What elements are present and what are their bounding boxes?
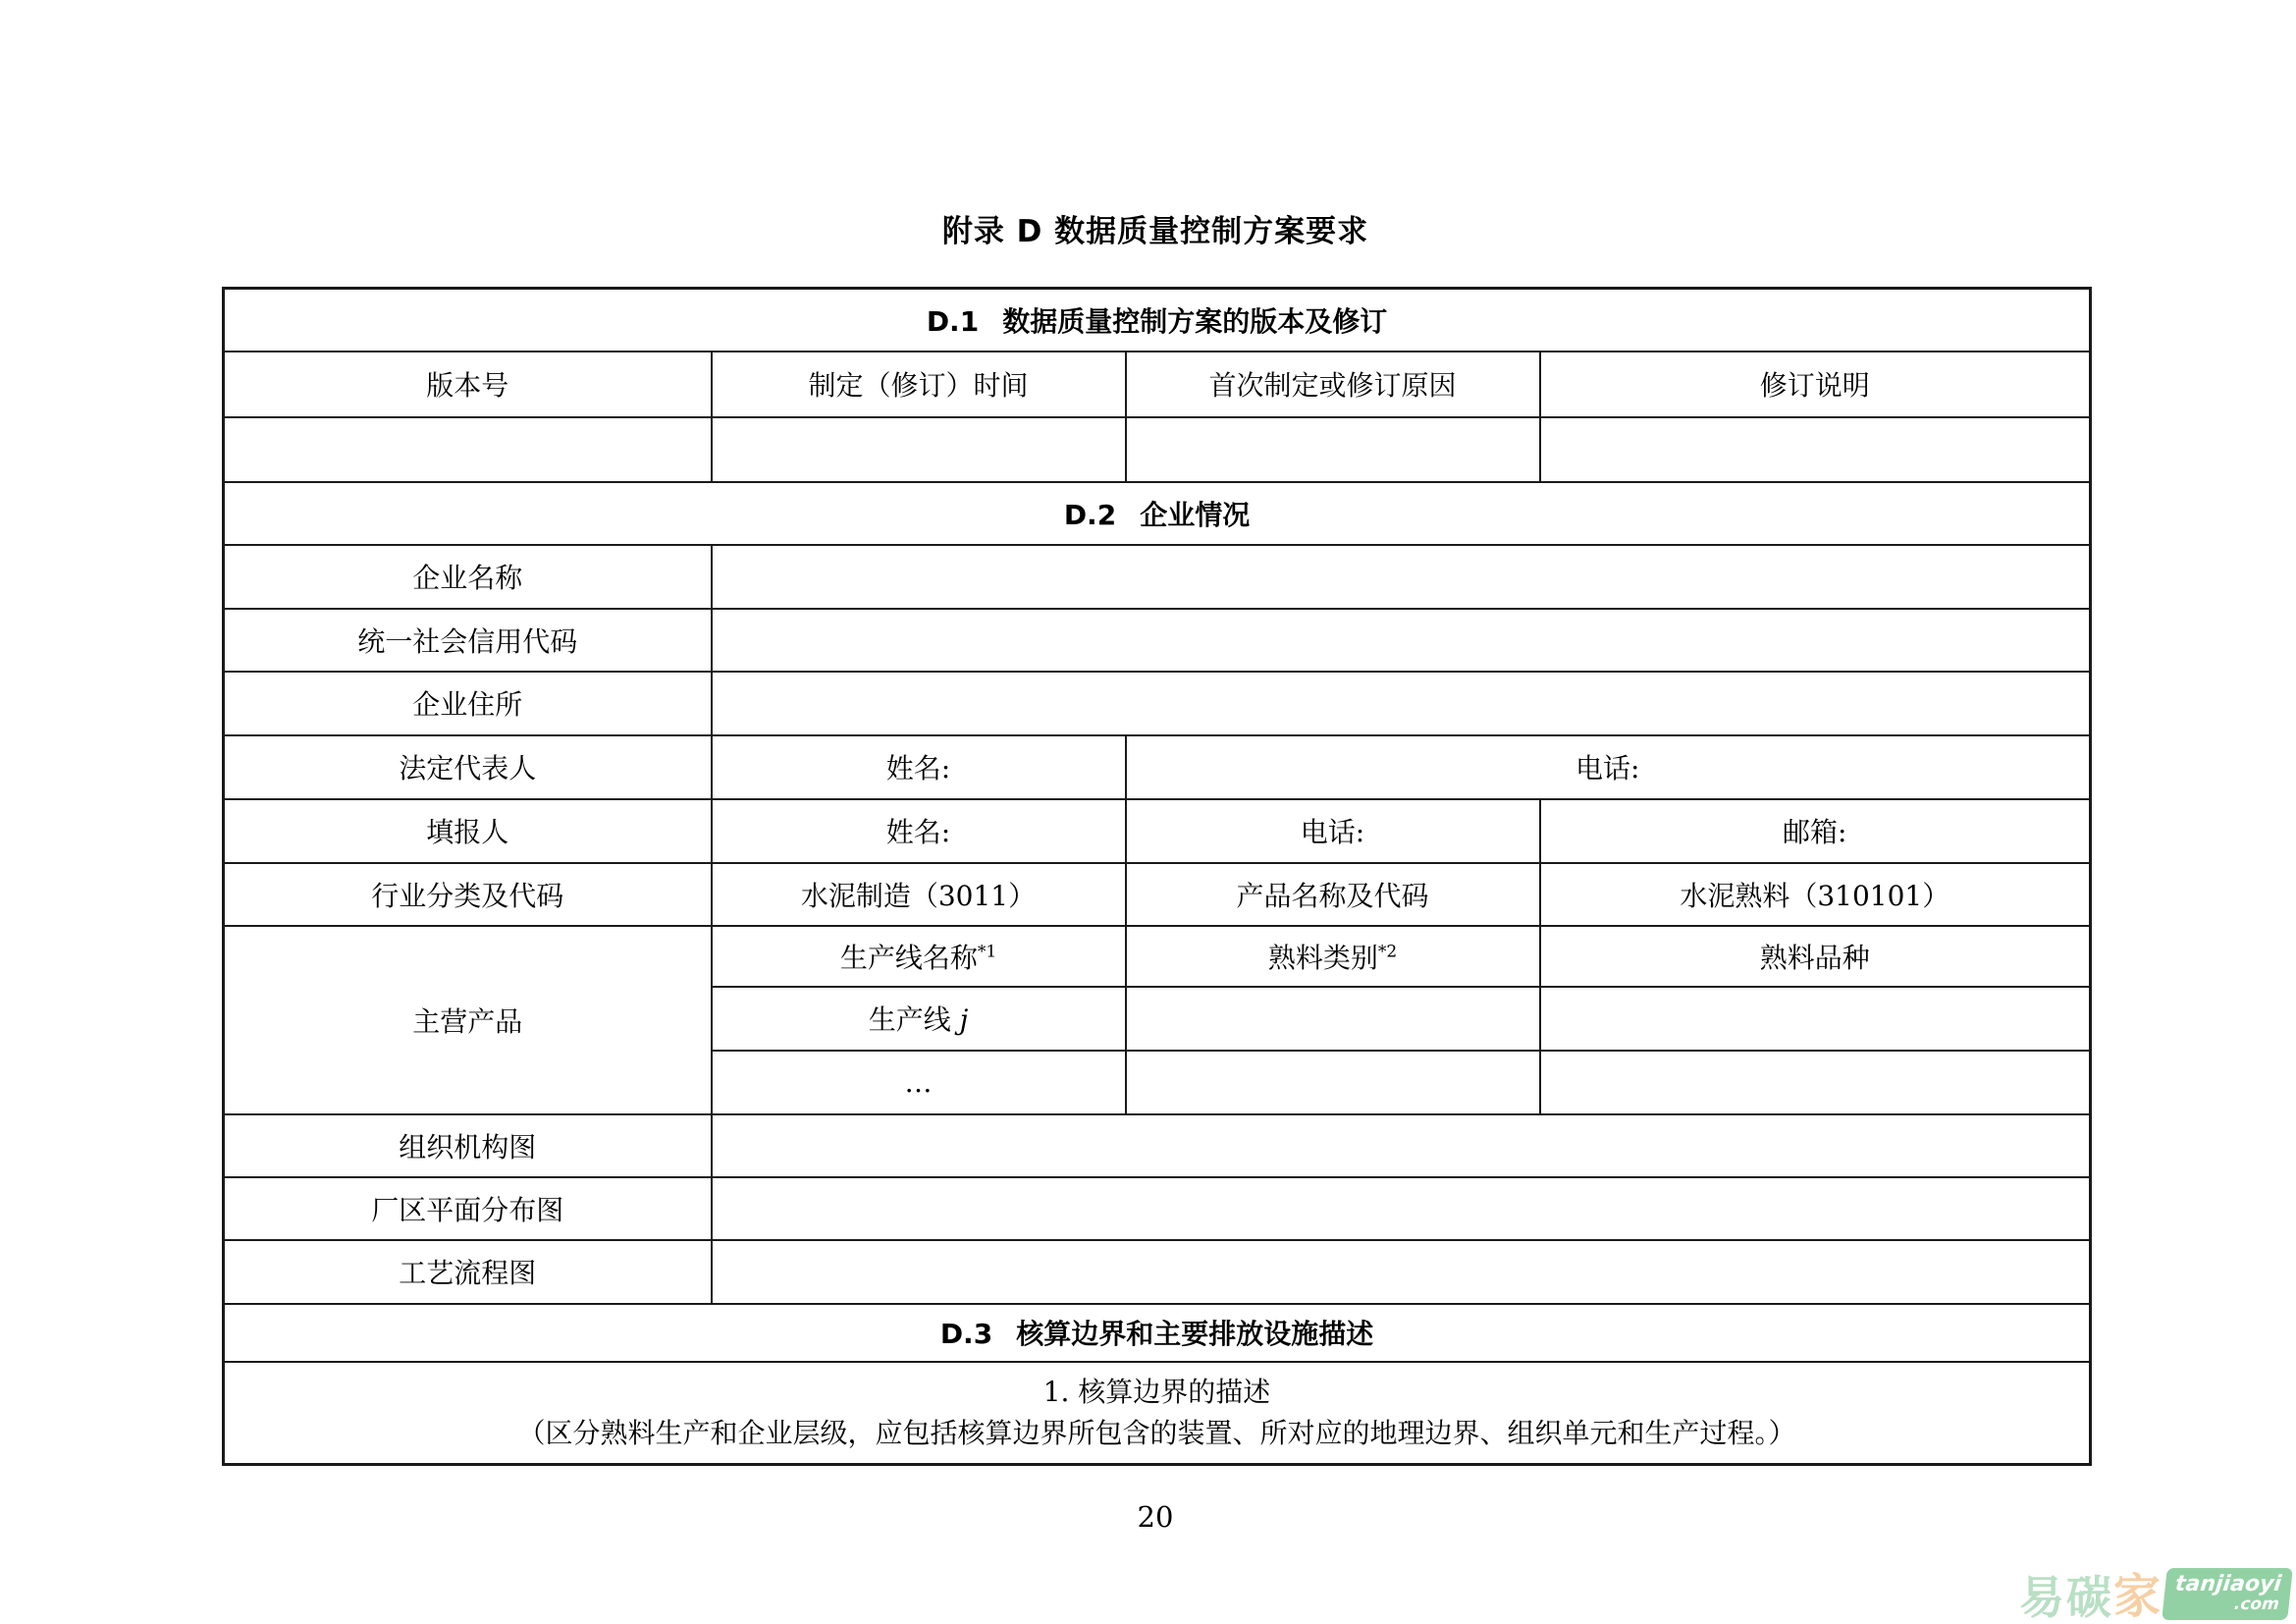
production-line-name-text: 生产线名称 [839, 941, 978, 974]
table-row [224, 926, 2091, 987]
cell-credit-code-value [712, 609, 2091, 672]
table-row [224, 289, 2091, 352]
label-main-products: 主营产品 [224, 926, 712, 1114]
table-row [224, 609, 2091, 672]
cell-production-line-j [712, 987, 1126, 1051]
field-legal-rep-phone: 电话: [1126, 735, 2091, 799]
cell-revision-notes-value [1540, 417, 2091, 482]
section-d2-number: D.2 [1063, 498, 1117, 531]
cell-ellipsis-clinker-type [1126, 1051, 1540, 1114]
table-row [224, 545, 2091, 609]
table-row [224, 672, 2091, 735]
label-industry-code: 行业分类及代码 [224, 863, 712, 926]
page-title: 附录 D 数据质量控制方案要求 [941, 214, 1369, 249]
section-d3-title: 核算边界和主要排放设施描述 [1016, 1318, 1374, 1350]
table-row [224, 482, 2091, 545]
section-d3-content [224, 1362, 2091, 1465]
cell-ellipsis-clinker-variety [1540, 1051, 2091, 1114]
watermark-green-characters: 易碳 [2019, 1571, 2114, 1624]
cell-revision-time-value [712, 417, 1126, 482]
header-version-number: 版本号 [224, 352, 712, 417]
watermark-domain-badge [2162, 1568, 2293, 1620]
d3-item1-note: （区分熟料生产和企业层级，应包括核算边界所包含的装置、所对应的地理边界、组织单元和生产过程。） [517, 1416, 1796, 1449]
field-legal-rep-name: 姓名: [712, 735, 1126, 799]
table-row [224, 735, 2091, 799]
label-org-chart: 组织机构图 [224, 1114, 712, 1177]
table-row [224, 863, 2091, 926]
value-product-code: 水泥熟料（310101） [1540, 863, 2091, 926]
cell-plant-layout-value [712, 1177, 2091, 1240]
watermark-orange-character: 家 [2113, 1569, 2162, 1624]
header-revision-notes: 修订说明 [1540, 352, 2091, 417]
table-row [224, 799, 2091, 863]
label-product-code: 产品名称及代码 [1126, 863, 1540, 926]
page-number: 20 [1137, 1500, 1174, 1534]
clinker-type-text: 熟料类别 [1267, 941, 1378, 974]
section-d1-heading [224, 289, 2091, 352]
header-revision-reason: 首次制定或修订原因 [1126, 352, 1540, 417]
section-d3-number: D.3 [939, 1318, 993, 1350]
cell-org-chart-value [712, 1114, 2091, 1177]
table-row [224, 352, 2091, 417]
d3-item1: 1. 核算边界的描述 [1042, 1375, 1271, 1408]
cell-version-number-value [224, 417, 712, 482]
table-row [224, 1114, 2091, 1177]
table-row [224, 1177, 2091, 1240]
line-j-prefix: 生产线 [868, 1003, 960, 1036]
field-filler-email: 邮箱: [1540, 799, 2091, 863]
line-j-variable: j [959, 1003, 969, 1036]
cell-company-name-value [712, 545, 2091, 609]
header-clinker-type [1126, 926, 1540, 987]
appendix-d-form-table [222, 287, 2092, 1466]
cell-production-line-ellipsis: … [712, 1051, 1126, 1114]
watermark-domain-tld: .com [2232, 1595, 2280, 1614]
table-row [224, 1240, 2091, 1304]
label-company-address: 企业住所 [224, 672, 712, 735]
section-d2-title: 企业情况 [1140, 498, 1251, 531]
watermark-domain-name: tanjiaoyi [2173, 1572, 2283, 1597]
section-d3-heading [224, 1304, 2091, 1362]
table-row [224, 417, 2091, 482]
value-industry-code: 水泥制造（3011） [712, 863, 1126, 926]
cell-revision-reason-value [1126, 417, 1540, 482]
table-row [224, 1304, 2091, 1362]
cell-company-address-value [712, 672, 2091, 735]
label-legal-representative: 法定代表人 [224, 735, 712, 799]
section-d1-number: D.1 [926, 304, 980, 338]
section-d1-title: 数据质量控制方案的版本及修订 [1002, 304, 1388, 338]
header-clinker-variety: 熟料品种 [1540, 926, 2091, 987]
cell-process-flow-value [712, 1240, 2091, 1304]
cell-line-j-clinker-variety [1540, 987, 2091, 1051]
header-revision-time: 制定（修订）时间 [712, 352, 1126, 417]
footnote-marker-2: *2 [1377, 942, 1398, 962]
field-filler-phone: 电话: [1126, 799, 1540, 863]
cell-line-j-clinker-type [1126, 987, 1540, 1051]
section-d2-heading [224, 482, 2091, 545]
table-row [224, 1362, 2091, 1465]
footnote-marker-1: *1 [977, 942, 997, 962]
field-filler-name: 姓名: [712, 799, 1126, 863]
label-process-flow: 工艺流程图 [224, 1240, 712, 1304]
watermark-logo [2019, 1568, 2290, 1624]
header-production-line-name [712, 926, 1126, 987]
label-company-name: 企业名称 [224, 545, 712, 609]
label-plant-layout: 厂区平面分布图 [224, 1177, 712, 1240]
label-form-filler: 填报人 [224, 799, 712, 863]
label-credit-code: 统一社会信用代码 [224, 609, 712, 672]
